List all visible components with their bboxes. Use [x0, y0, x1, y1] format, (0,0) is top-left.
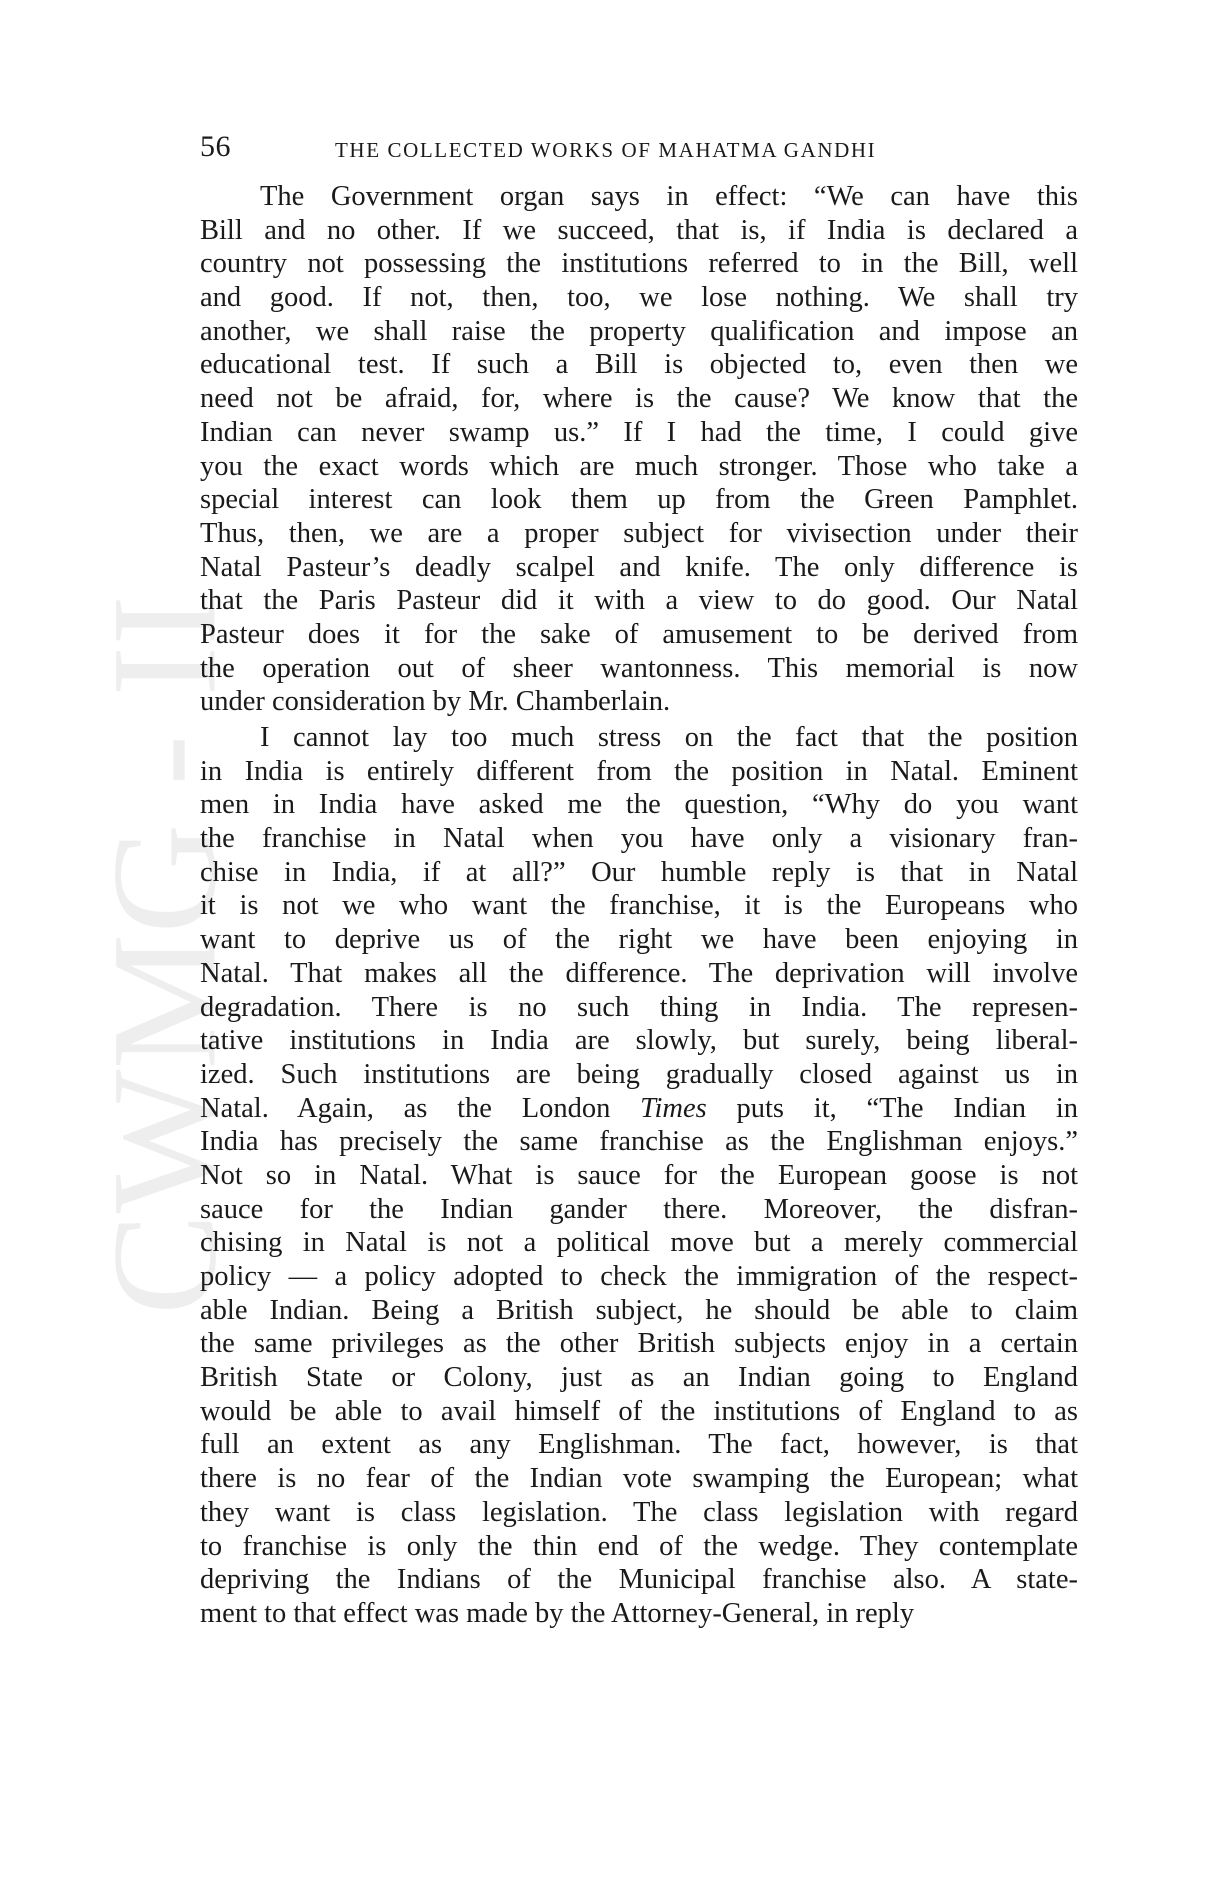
body-text: [200, 180, 1078, 1631]
text-line: able Indian. Being a British subject, he should be able to claim: [200, 1294, 1078, 1326]
text-line: tative institutions in India are slowly, but surely, being liberal-: [200, 1025, 1078, 1057]
text-run: puts it, “The Indian in: [706, 1092, 1079, 1124]
text-line: Not so in Natal. What is sauce for the European goose is not: [200, 1159, 1078, 1191]
text-line: and good. If not, then, too, we lose nothing. We shall try: [200, 282, 1078, 314]
text-run: Natal. Again, as the London: [200, 1092, 641, 1124]
text-line: you the exact words which are much stronger. Those who take a: [200, 450, 1078, 482]
text-line: the same privileges as the other British subjects enjoy in a certain: [200, 1328, 1078, 1360]
text-line: the operation out of sheer wantonness. This memorial is now: [200, 652, 1078, 684]
text-line: ized. Such institutions are being gradually closed against us in: [200, 1058, 1078, 1090]
paragraph-1: [200, 180, 1078, 719]
text-line: Thus, then, we are a proper subject for vivisection under their: [200, 517, 1078, 549]
watermark-text: CWMG - II: [81, 606, 248, 1315]
italic-title: Times: [640, 1092, 707, 1124]
text-line: policy — a policy adopted to check the immigration of the respect-: [200, 1261, 1078, 1292]
text-line: degradation. There is no such thing in India. The represen-: [200, 991, 1078, 1023]
text-line: sauce for the Indian gander there. Moreover, the disfran-: [200, 1193, 1078, 1225]
page-number: 56: [200, 130, 231, 163]
text-line: under consideration by Mr. Chamberlain.: [200, 686, 671, 718]
text-line: to franchise is only the thin end of the wedge. They contemplate: [200, 1530, 1078, 1562]
page-header: [200, 130, 1080, 170]
paragraph-2: [200, 721, 1078, 1631]
text-line: [200, 1092, 1078, 1126]
text-line: there is no fear of the Indian vote swamping the European; what: [200, 1463, 1078, 1495]
text-line: I cannot lay too much stress on the fact that the position: [260, 722, 1078, 753]
text-line: men in India have asked me the question, “Why do you want: [200, 789, 1078, 821]
text-line: British State or Colony, just as an Indian going to England: [200, 1362, 1078, 1394]
text-line: Natal. That makes all the difference. The deprivation will involve: [200, 957, 1078, 989]
text-line: educational test. If such a Bill is objected to, even then we: [200, 349, 1078, 381]
text-line: full an extent as any Englishman. The fact, however, is that: [200, 1429, 1078, 1461]
text-line: The Government organ says in effect: “We can have this: [260, 181, 1078, 212]
text-line: another, we shall raise the property qualification and impose an: [200, 315, 1078, 347]
text-line: that the Paris Pasteur did it with a view to do good. Our Natal: [200, 585, 1078, 617]
text-line: ment to that effect was made by the Attorney-General, in reply: [200, 1597, 915, 1629]
text-line: they want is class legislation. The class legislation with regard: [200, 1496, 1078, 1528]
text-line: want to deprive us of the right we have been enjoying in: [200, 924, 1078, 956]
text-line: need not be afraid, for, where is the cause? We know that the: [200, 383, 1078, 415]
text-line: Pasteur does it for the sake of amusement to be derived from: [200, 618, 1078, 650]
text-line: special interest can look them up from the Green Pamphlet.: [200, 484, 1078, 516]
text-line: Indian can never swamp us.” If I had the time, I could give: [200, 416, 1078, 448]
running-title: THE COLLECTED WORKS OF MAHATMA GANDHI: [335, 138, 877, 162]
text-line: chise in India, if at all?” Our humble reply is that in Natal: [200, 856, 1078, 888]
text-line: India has precisely the same franchise as the Englishman enjoys.”: [200, 1126, 1078, 1158]
text-line: Bill and no other. If we succeed, that is, if India is declared a: [200, 214, 1078, 246]
text-line: chising in Natal is not a political move but a merely commercial: [200, 1227, 1078, 1259]
text-line: in India is entirely different from the position in Natal. Eminent: [200, 755, 1078, 787]
text-line: country not possessing the institutions referred to in the Bill, well: [200, 248, 1078, 280]
text-line: depriving the Indians of the Municipal franchise also. A state-: [200, 1564, 1078, 1596]
text-line: it is not we who want the franchise, it is the Europeans who: [200, 890, 1078, 922]
text-line: Natal Pasteur’s deadly scalpel and knife. The only difference is: [200, 551, 1078, 583]
text-line: the franchise in Natal when you have only a visionary fran-: [200, 823, 1078, 855]
text-line: would be able to avail himself of the institutions of England to as: [200, 1395, 1078, 1427]
